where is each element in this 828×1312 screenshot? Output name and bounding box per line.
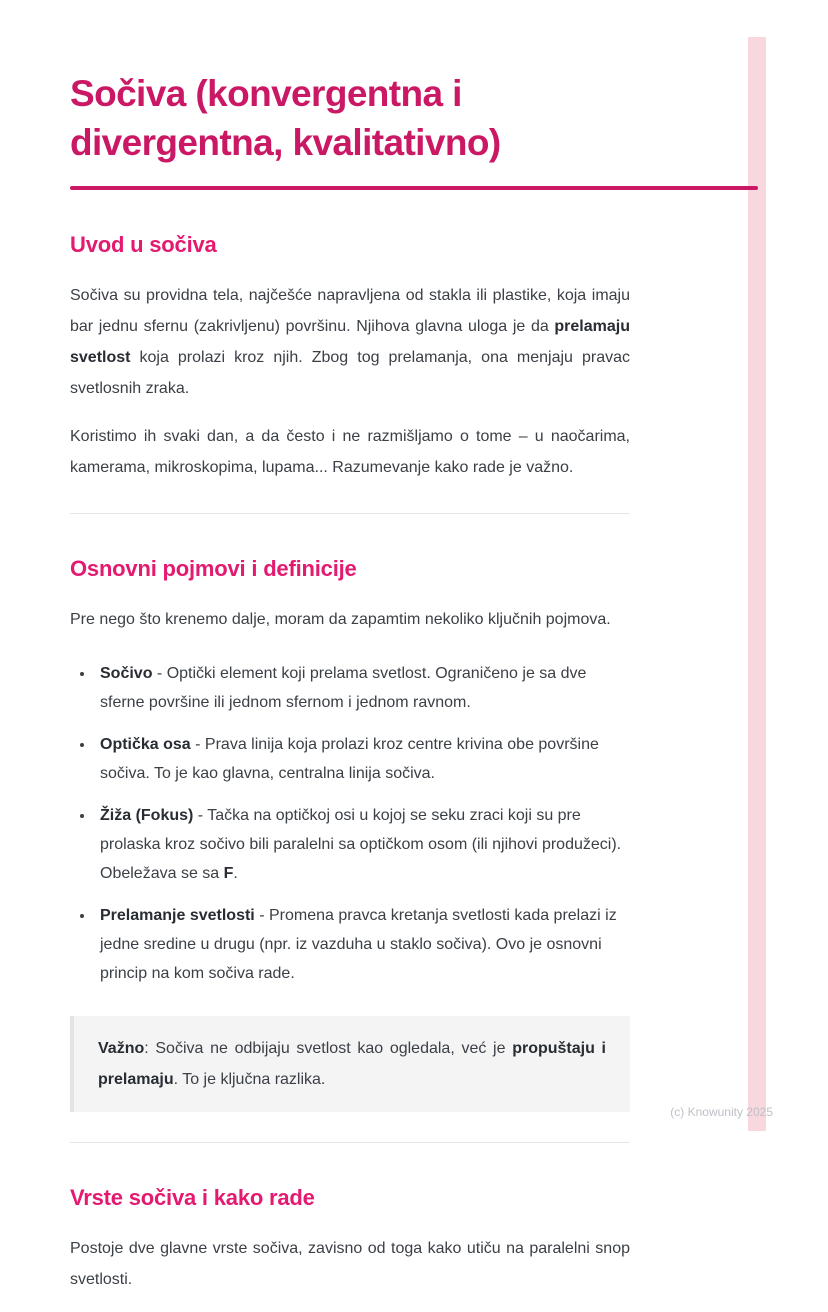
text-segment: Sočiva su providna tela, najčešće napravljena od stakla ili plastike, koja imaju bar jednu sfernu (zakrivljenu) površinu. Njihova glavna uloga je da bbox=[70, 286, 630, 335]
text-segment: prelamaju svetlost bbox=[70, 317, 630, 366]
text-segment: Prelamanje svetlosti bbox=[100, 906, 255, 924]
list-item-opticka-osa bbox=[95, 730, 630, 788]
text-segment: Važno bbox=[98, 1039, 145, 1057]
document-content bbox=[70, 0, 630, 1312]
text-segment: . To je ključna razlika. bbox=[173, 1070, 326, 1088]
concepts-lead-paragraph bbox=[70, 604, 630, 635]
section-heading-types: Vrste sočiva i kako rade bbox=[70, 1184, 315, 1210]
text-segment: - Promena pravca kretanja svetlosti kada prelazi iz jedne sredine u drugu (npr. iz vazduha u staklo sočiva). Ovo je osnovni princip na kom sočiva rade. bbox=[100, 906, 617, 982]
list-item-ziza-fokus bbox=[95, 801, 630, 888]
text-segment: - Optički element koji prelama svetlost. Ograničeno je sa dve sferne površine ili jednom sfernom i jednom ravnom. bbox=[100, 664, 587, 711]
text-segment: propuštaju i prelamaju bbox=[98, 1039, 607, 1088]
page-edge-accent-strip bbox=[748, 37, 766, 1131]
text-segment: Optička osa bbox=[100, 735, 191, 753]
intro-paragraph-2 bbox=[70, 421, 630, 483]
text-segment: - Tačka na optičkoj osi u kojoj se seku zraci koji su pre prolaska kroz sočivo bili paralelni sa optičkom osom (ili njihovi produžeci). Obeležava se sa bbox=[100, 806, 622, 882]
important-note-callout bbox=[70, 1016, 630, 1112]
concept-bullet-list bbox=[78, 659, 630, 988]
text-segment: F bbox=[223, 864, 234, 882]
types-paragraph-1 bbox=[70, 1233, 630, 1295]
text-segment: . bbox=[233, 864, 238, 882]
section-heading-concepts: Osnovni pojmovi i definicije bbox=[70, 555, 357, 581]
text-segment: Žiža (Fokus) bbox=[100, 806, 194, 824]
title-underline-rule bbox=[70, 186, 758, 190]
text-segment: : Sočiva ne odbijaju svetlost kao ogledala, već je bbox=[144, 1039, 513, 1057]
page-title: Sočiva (konvergentna i divergentna, kvalitativno) bbox=[70, 73, 501, 163]
text-segment: Sočivo bbox=[100, 664, 153, 682]
text-segment: - Prava linija koja prolazi kroz centre krivina obe površine sočiva. To je kao glavna, centralna linija sočiva. bbox=[100, 735, 599, 782]
list-item-socivo bbox=[95, 659, 630, 717]
text-segment: koja prolazi kroz njih. Zbog tog prelamanja, ona menjaju pravac svetlosnih zraka. bbox=[70, 348, 630, 397]
footer-copyright: (c) Knowunity 2025 bbox=[670, 1105, 773, 1119]
text-segment: Pre nego što krenemo dalje, moram da zapamtim nekoliko ključnih pojmova. bbox=[70, 610, 611, 628]
section-heading-intro: Uvod u sočiva bbox=[70, 231, 217, 257]
list-item-prelamanje-svetlosti bbox=[95, 901, 630, 988]
text-segment: Koristimo ih svaki dan, a da često i ne razmišljamo o tome – u naočarima, kamerama, mikroskopima, lupama... Razumevanje kako rade je važno. bbox=[70, 427, 630, 476]
section-divider-2 bbox=[70, 1142, 630, 1143]
text-segment: Postoje dve glavne vrste sočiva, zavisno od toga kako utiču na paralelni snop svetlosti. bbox=[70, 1239, 630, 1288]
intro-paragraph-1 bbox=[70, 280, 630, 404]
section-divider-1 bbox=[70, 513, 630, 514]
